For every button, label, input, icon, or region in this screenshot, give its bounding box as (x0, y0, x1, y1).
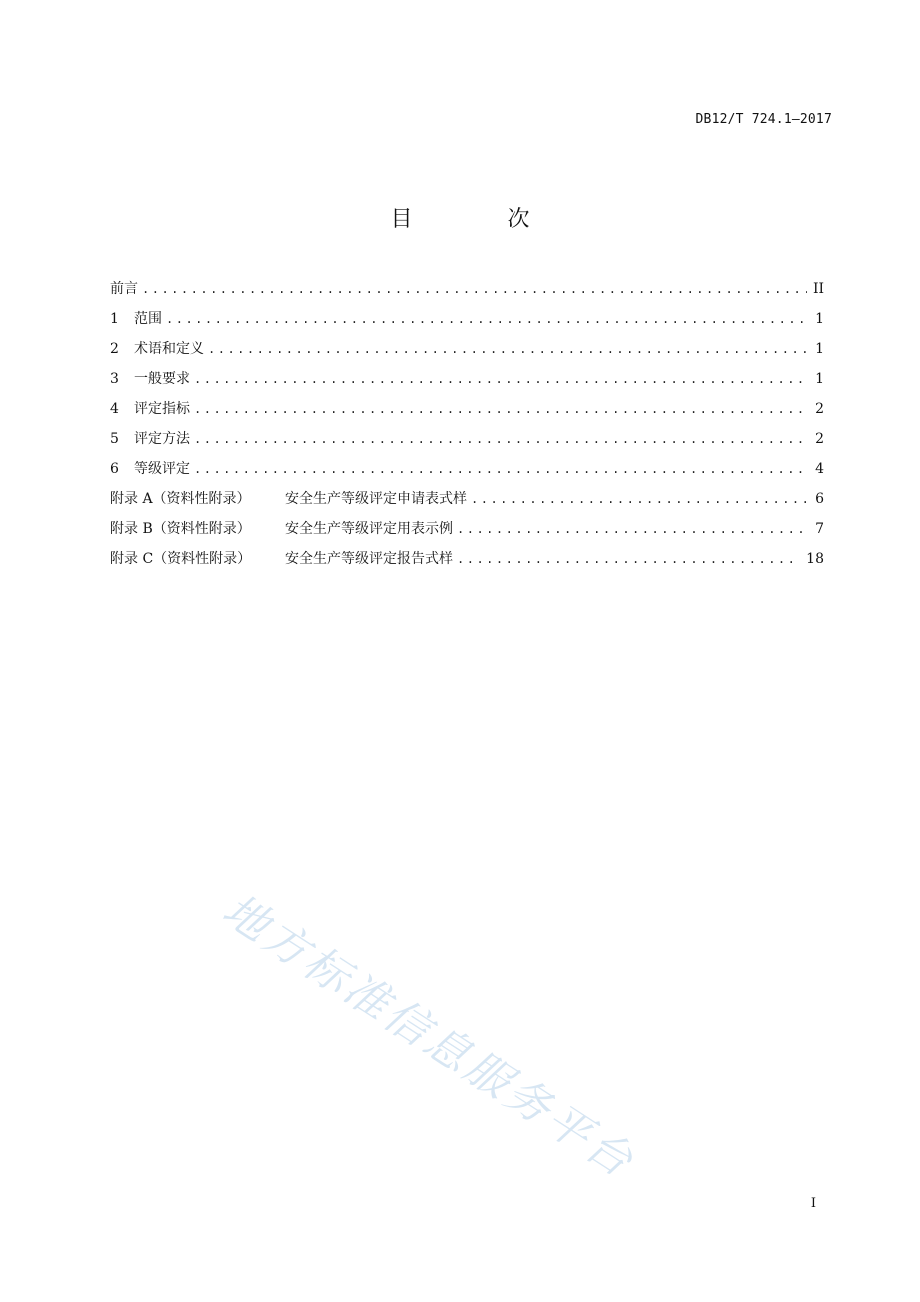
toc-entry-label: 安全生产等级评定申请表式样 (285, 491, 467, 507)
toc-leader-dots (194, 458, 808, 480)
toc-entry-appendix-a[interactable] (110, 488, 824, 518)
toc-entry-page: II (812, 281, 824, 297)
table-of-contents (110, 278, 824, 578)
toc-appendix-prefix: 附录 B（资料性附录） (110, 521, 251, 537)
toc-leader-dots (457, 548, 800, 570)
toc-entry-label: 等级评定 (134, 461, 190, 477)
toc-appendix-prefix: 附录 C（资料性附录） (110, 551, 252, 567)
toc-entry-number: 2 (110, 341, 119, 357)
toc-entry-page: 18 (806, 551, 824, 567)
toc-entry-page: 4 (815, 461, 824, 477)
toc-entry-foreword[interactable] (110, 278, 824, 308)
toc-entry-label: 前言 (110, 281, 138, 297)
toc-entry-page: 7 (815, 521, 824, 537)
toc-leader-dots (471, 488, 808, 510)
toc-entry-page: 2 (815, 401, 824, 417)
toc-leader-dots (208, 338, 808, 360)
toc-entry-label: 一般要求 (134, 371, 190, 387)
toc-entry-page: 1 (815, 341, 824, 357)
toc-entry-page: 1 (815, 311, 824, 327)
toc-entry-label: 安全生产等级评定报告式样 (285, 551, 453, 567)
toc-leader-dots (194, 398, 808, 420)
page-number: I (810, 1196, 816, 1211)
toc-entry-general-requirements[interactable] (110, 368, 824, 398)
toc-entry-page: 2 (815, 431, 824, 447)
toc-entry-scope[interactable] (110, 308, 824, 338)
toc-entry-number: 3 (110, 371, 119, 387)
toc-entry-indicators[interactable] (110, 398, 824, 428)
toc-entry-label: 评定指标 (134, 401, 190, 417)
toc-entry-terms[interactable] (110, 338, 824, 368)
toc-leader-dots (194, 368, 808, 390)
toc-leader-dots (142, 278, 807, 300)
toc-entry-number: 1 (110, 311, 119, 327)
toc-leader-dots (457, 518, 808, 540)
standard-code: DB12/T 724.1—2017 (695, 112, 832, 127)
toc-appendix-prefix: 附录 A（资料性附录） (110, 491, 251, 507)
toc-entry-label: 范围 (134, 311, 162, 327)
toc-leader-dots (194, 428, 808, 450)
toc-entry-number: 5 (110, 431, 119, 447)
watermark-text: 地方标准信息服务平台 (213, 884, 644, 1189)
toc-entry-grading[interactable] (110, 458, 824, 488)
toc-entry-number: 4 (110, 401, 119, 417)
toc-entry-number: 6 (110, 461, 119, 477)
toc-entry-label: 术语和定义 (134, 341, 204, 357)
toc-entry-label: 评定方法 (134, 431, 190, 447)
toc-leader-dots (166, 308, 808, 330)
toc-entry-page: 6 (815, 491, 824, 507)
toc-entry-page: 1 (815, 371, 824, 387)
toc-entry-methods[interactable] (110, 428, 824, 458)
toc-entry-appendix-c[interactable] (110, 548, 824, 578)
page-title: 目 次 (390, 207, 574, 232)
toc-entry-label: 安全生产等级评定用表示例 (285, 521, 453, 537)
toc-entry-appendix-b[interactable] (110, 518, 824, 548)
